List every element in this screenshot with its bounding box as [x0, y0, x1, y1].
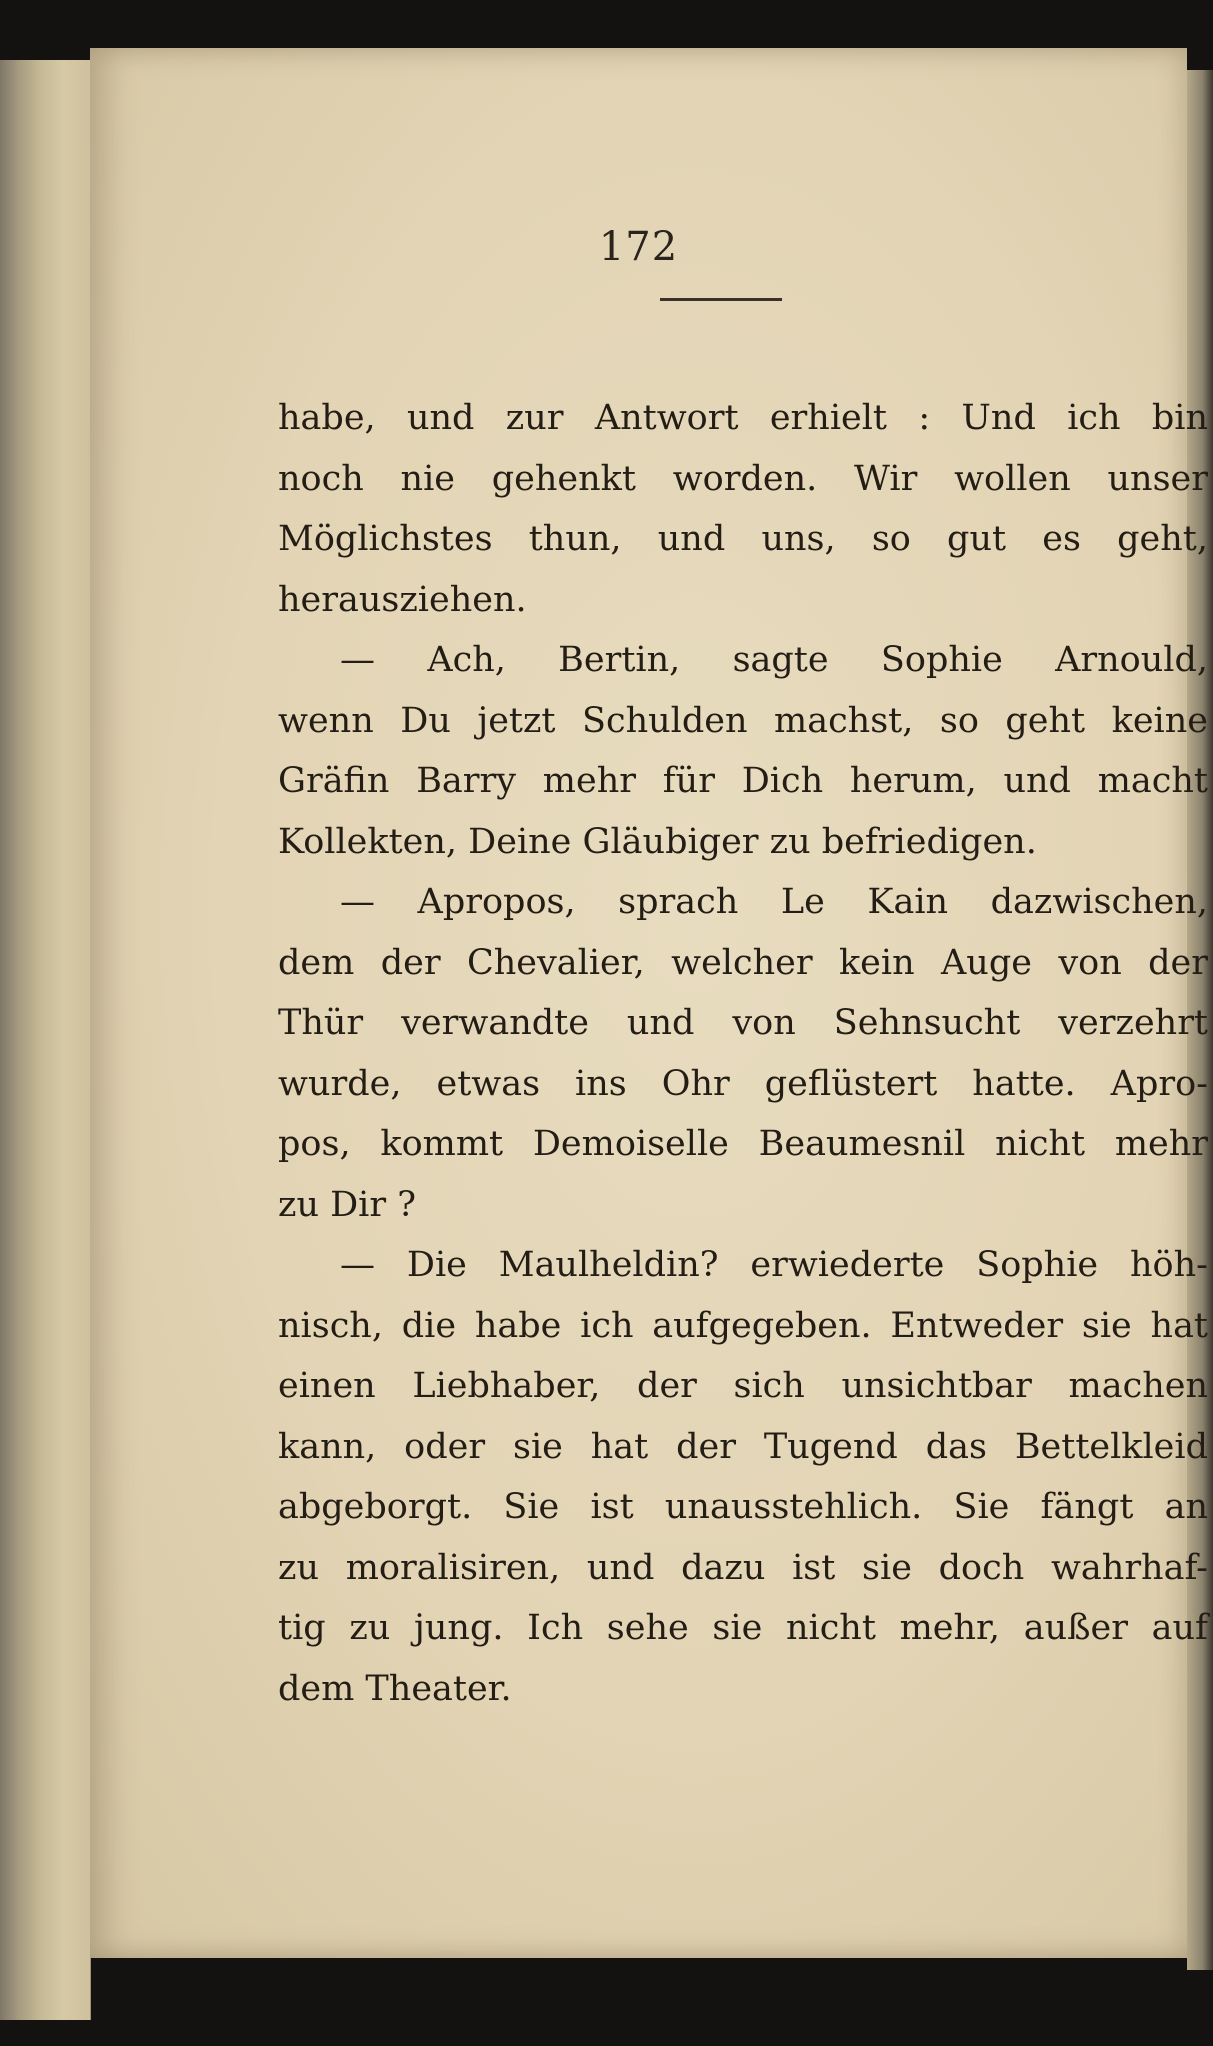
text-line: habe, und zur Antwort erhielt : Und ich bin — [278, 398, 1208, 438]
text-line: tig zu jung. Ich sehe sie nicht mehr, außer auf — [278, 1608, 1208, 1648]
body-text — [278, 388, 1208, 1719]
page-number: 172 — [598, 224, 679, 270]
text-line: kann, oder sie hat der Tugend das Bettelkleid — [278, 1426, 1208, 1467]
text-line: wenn Du jetzt Schulden machst, so geht keine — [278, 700, 1208, 741]
text-line: noch nie gehenkt worden. Wir wollen unser — [278, 458, 1208, 499]
text-line: — Apropos, sprach Le Kain dazwischen, — [340, 882, 1208, 922]
text-line: Kollekten, Deine Gläubiger zu befriedigen. — [278, 821, 1037, 862]
text-line: Möglichstes thun, und uns, so gut es geht, — [278, 519, 1208, 559]
text-line: — Ach, Bertin, sagte Sophie Arnould, — [340, 640, 1208, 680]
text-line: wurde, etwas ins Ohr geflüstert hatte. Apro- — [278, 1063, 1208, 1104]
text-line: Thür verwandte und von Sehnsucht verzehrt — [278, 1003, 1208, 1043]
text-line: zu moralisiren, und dazu ist sie doch wahrhaf- — [278, 1547, 1208, 1588]
text-line: Gräfin Barry mehr für Dich herum, und macht — [278, 761, 1208, 801]
book-page — [90, 48, 1208, 1958]
header-rule — [660, 298, 782, 301]
text-line: einen Liebhaber, der sich unsichtbar machen — [278, 1366, 1208, 1406]
text-line: abgeborgt. Sie ist unausstehlich. Sie fängt an — [278, 1487, 1208, 1527]
text-line: pos, kommt Demoiselle Beaumesnil nicht mehr — [278, 1124, 1208, 1164]
text-line: nisch, die habe ich aufgegeben. Entweder sie hat — [278, 1305, 1208, 1346]
text-line: — Die Maulheldin? erwiederte Sophie höh- — [340, 1245, 1208, 1285]
book-edge-left — [0, 60, 91, 2020]
text-line: dem der Chevalier, welcher kein Auge von der — [278, 942, 1208, 983]
text-line: herausziehen. — [278, 579, 527, 620]
text-line: dem Theater. — [278, 1668, 512, 1709]
text-line: zu Dir ? — [278, 1184, 416, 1225]
